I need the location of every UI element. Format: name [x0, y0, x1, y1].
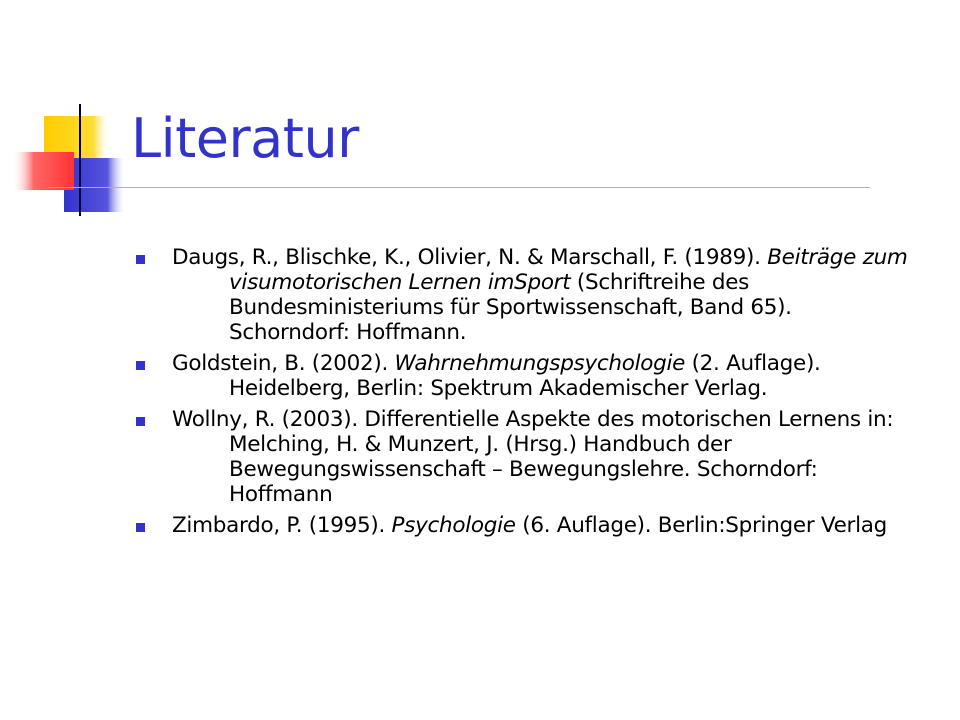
- reference-authors-year: Daugs, R., Blischke, K., Olivier, N. & Marschall, F. (1989).: [172, 245, 768, 270]
- list-item: [134, 351, 914, 401]
- reference-text: [172, 513, 914, 538]
- reference-authors-year: Goldstein, B. (2002).: [172, 351, 395, 376]
- list-item: [134, 245, 914, 345]
- list-item: [134, 513, 914, 538]
- reference-text: [172, 245, 914, 345]
- reference-text: [172, 407, 914, 507]
- reference-book-title: Wahrnehmungspsychologie: [394, 351, 686, 376]
- title-divider-line: [48, 187, 870, 188]
- reference-publication-details: (6. Auflage). Berlin:Springer Verlag: [515, 513, 887, 538]
- reference-publication-details: (Schriftreihe des Bundesministeriums für Sportwissenschaft, Band 65). Schorndorf: Hoffmann.: [229, 270, 792, 345]
- reference-book-title: Psychologie: [391, 513, 516, 538]
- reference-book-title: Beiträge zum visumotorischen Lernen imSport: [229, 245, 908, 295]
- reference-authors-year: Wollny, R. (2003). Differentielle Aspekte des motorischen Lernens in: Melching, H. & Munzert, J. (Hrsg.) Handbuch der Bewegungswissenschaft – Bewegungslehre. Schorndorf: Hoffmann: [172, 407, 894, 507]
- list-item: [134, 407, 914, 507]
- red-bar-shape: [12, 152, 74, 190]
- reference-publication-details: (2. Auflage). Heidelberg, Berlin: Spektrum Akademischer Verlag.: [229, 351, 821, 401]
- vertical-rule-shape: [79, 104, 81, 216]
- reference-text: [172, 351, 914, 401]
- slide-title: Literatur: [131, 107, 359, 170]
- square-bullet-icon: [136, 523, 145, 532]
- reference-list: [134, 245, 914, 544]
- reference-authors-year: Zimbardo, P. (1995).: [172, 513, 392, 538]
- square-bullet-icon: [136, 417, 145, 426]
- square-bullet-icon: [136, 361, 145, 370]
- square-bullet-icon: [136, 255, 145, 264]
